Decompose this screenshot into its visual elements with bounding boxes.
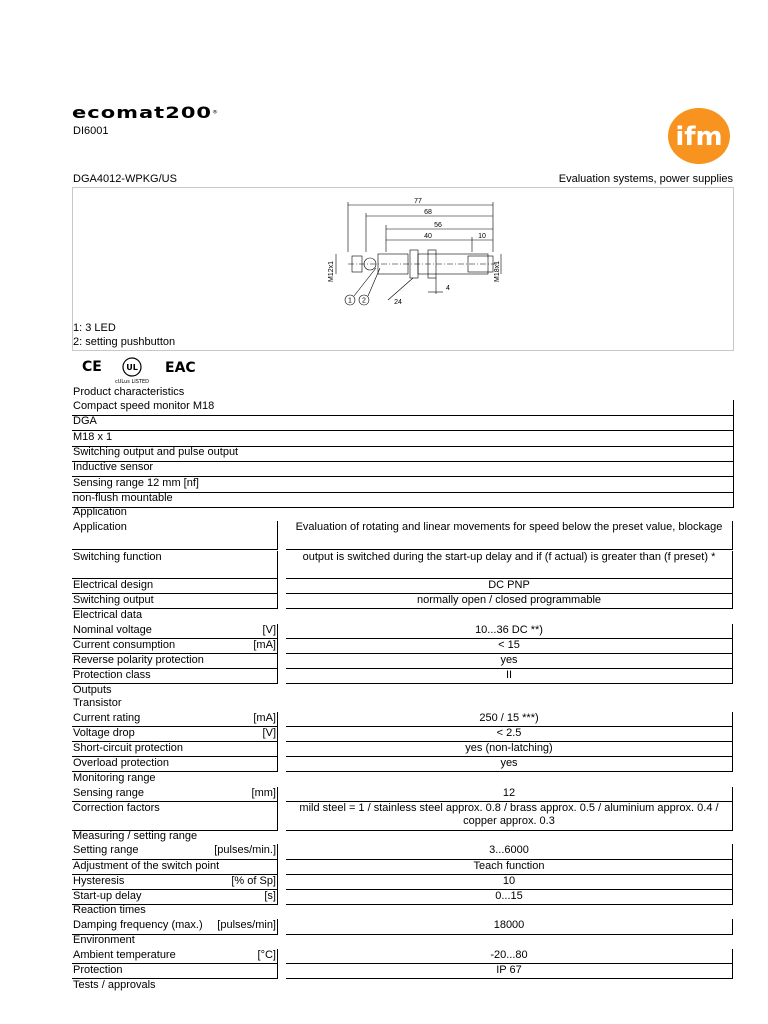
dimension-drawing — [318, 192, 506, 314]
characteristic-text: DGA — [73, 415, 97, 428]
spec-unit: [mA] — [253, 639, 276, 651]
legend-item-led: 1: 3 LED — [73, 322, 116, 334]
label-cell-border — [72, 844, 278, 860]
spec-row-application — [72, 521, 734, 550]
spec-label: Current consumption — [73, 639, 176, 651]
section-electrical: Electrical data — [73, 609, 143, 621]
characteristic-item — [72, 446, 734, 462]
characteristic-item — [72, 461, 734, 477]
spec-label: Sensing range — [73, 787, 144, 799]
callout-2: 2 — [362, 297, 366, 305]
spec-value: < 15 — [498, 639, 520, 651]
label-cell-border — [72, 919, 278, 935]
spec-value: 0...15 — [495, 890, 523, 902]
callout-1: 1 — [348, 297, 352, 305]
value-cell-border — [286, 844, 733, 860]
product-category: Evaluation systems, power supplies — [558, 173, 733, 185]
characteristic-text: Sensing range 12 mm [nf] — [73, 476, 199, 489]
value-cell-border — [286, 949, 733, 964]
spec-label: Start-up delay — [73, 890, 142, 902]
spec-unit: [pulses/min] — [217, 919, 276, 931]
thread-m18: M18x1 — [494, 260, 501, 282]
label-cell-border — [72, 579, 278, 594]
spec-row-sensing-range — [72, 787, 734, 802]
eac-mark: EAC — [165, 360, 196, 376]
characteristic-text: Compact speed monitor M18 — [73, 400, 215, 412]
spec-label: Reverse polarity protection — [73, 654, 204, 666]
section-reaction: Reaction times — [73, 904, 146, 916]
model-code: DI6001 — [73, 125, 109, 137]
ifm-logo-text: ifm — [675, 122, 723, 152]
thread-m12: M12x1 — [328, 260, 335, 282]
spec-label: Voltage drop — [73, 727, 135, 739]
label-cell-border — [72, 949, 278, 964]
spec-unit: [V] — [262, 624, 276, 636]
value-cell-border — [286, 551, 733, 579]
spec-row-damping-frequency — [72, 919, 734, 935]
section-application: Application — [73, 506, 127, 518]
spec-label: Overload protection — [73, 757, 169, 769]
section-measuring: Measuring / setting range — [73, 830, 198, 842]
spec-row-electrical-design — [72, 579, 734, 594]
spec-row-reverse-polarity — [72, 654, 734, 669]
label-cell-border — [72, 669, 278, 684]
label-cell-border — [72, 757, 278, 772]
value-cell-border — [286, 624, 733, 639]
ifm-logo — [667, 107, 731, 165]
section-product-characteristics: Product characteristics — [73, 386, 185, 398]
spec-unit: [pulses/min.] — [214, 844, 276, 856]
spec-row-hysteresis — [72, 875, 734, 890]
spec-label: Adjustment of the switch point — [73, 860, 220, 872]
characteristic-text: M18 x 1 — [73, 430, 113, 443]
spec-unit: [% of Sp] — [231, 875, 276, 887]
value-cell-border — [286, 654, 733, 669]
value-cell-border — [286, 742, 733, 757]
spec-value: DC PNP — [488, 579, 530, 591]
label-cell-border — [72, 802, 278, 831]
spec-row-current-consumption — [72, 639, 734, 654]
label-cell-border — [72, 890, 278, 905]
spec-value: 3...6000 — [489, 844, 529, 856]
value-cell-border — [286, 579, 733, 594]
label-cell-border — [72, 875, 278, 890]
spec-row-overload — [72, 757, 734, 772]
spec-label: Application — [73, 521, 127, 533]
characteristic-item — [72, 492, 734, 508]
value-cell-border — [286, 860, 733, 875]
spec-value: 18000 — [493, 919, 525, 931]
legend-item-pushbutton: 2: setting pushbutton — [73, 336, 176, 348]
dim-24: 24 — [394, 299, 402, 306]
spec-label: Short-circuit protection — [73, 742, 184, 754]
spec-label: Setting range — [73, 844, 139, 856]
label-cell-border — [72, 594, 278, 609]
label-cell-border — [72, 964, 278, 979]
value-cell-border — [286, 802, 733, 831]
spec-row-setting-range — [72, 844, 734, 860]
spec-value: output is switched during the start-up delay and if (f actual) is greater than (f preset) * — [302, 551, 716, 563]
value-cell-border — [286, 669, 733, 684]
spec-unit: [mm] — [251, 787, 276, 799]
characteristic-text: Switching output and pulse output — [73, 445, 239, 458]
spec-value: yes — [500, 654, 518, 666]
section-transistor: Transistor — [73, 697, 122, 709]
spec-value: 12 — [502, 787, 516, 799]
spec-row-short-circuit — [72, 742, 734, 757]
spec-row-switch-point — [72, 860, 734, 875]
spec-value: IP 67 — [496, 964, 522, 976]
label-cell-border — [72, 712, 278, 727]
spec-label: Damping frequency (max.) — [73, 919, 203, 931]
value-cell-border — [286, 757, 733, 772]
spec-row-nominal-voltage — [72, 624, 734, 639]
spec-value: -20...80 — [490, 949, 528, 961]
value-cell-border — [286, 727, 733, 742]
spec-label: Nominal voltage — [73, 624, 152, 636]
spec-label: Switching output — [73, 594, 154, 606]
value-cell-border — [286, 787, 733, 802]
spec-row-startup-delay — [72, 890, 734, 905]
spec-row-switching-output — [72, 594, 734, 609]
section-environment: Environment — [73, 934, 135, 946]
spec-value: mild steel = 1 / stainless steel approx. 0.8 / brass approx. 0.5 / aluminium approx. 0.4 / copper approx. 0.3 — [299, 802, 719, 827]
spec-row-switching-function — [72, 551, 734, 579]
cul-listed-text: cULus LISTED — [115, 379, 149, 385]
spec-value: yes — [500, 757, 518, 769]
dim-56: 56 — [434, 222, 442, 229]
dim-77: 77 — [414, 198, 422, 205]
label-cell-border — [72, 727, 278, 742]
spec-label: Electrical design — [73, 579, 154, 591]
value-cell-border — [286, 521, 733, 550]
svg-text:UL: UL — [126, 363, 138, 372]
spec-row-protection-class — [72, 669, 734, 684]
dim-40: 40 — [424, 233, 432, 240]
characteristic-item — [72, 431, 734, 447]
characteristic-item — [72, 400, 734, 416]
certification-marks — [82, 355, 196, 385]
ce-mark: CE — [82, 359, 102, 375]
spec-value: yes (non-latching) — [465, 742, 553, 754]
spec-row-current-rating — [72, 712, 734, 727]
spec-label: Correction factors — [73, 802, 160, 814]
section-monitoring: Monitoring range — [73, 772, 156, 784]
value-cell-border — [286, 875, 733, 890]
value-cell-border — [286, 919, 733, 935]
spec-label: Current rating — [73, 712, 141, 724]
value-cell-border — [286, 712, 733, 727]
dim-68: 68 — [424, 209, 432, 216]
spec-unit: [V] — [262, 727, 276, 739]
section-outputs: Outputs — [73, 684, 112, 696]
spec-value: 10...36 DC **) — [475, 624, 543, 636]
characteristic-item — [72, 415, 734, 431]
label-cell-border — [72, 639, 278, 654]
spec-label: Switching function — [73, 551, 162, 563]
characteristic-item — [72, 477, 734, 493]
ecomat200-logo: ecomat200® — [72, 103, 220, 122]
label-cell-border — [72, 654, 278, 669]
dim-10: 10 — [478, 233, 486, 240]
section-tests: Tests / approvals — [73, 979, 156, 991]
spec-label: Protection — [73, 964, 123, 976]
spec-label: Ambient temperature — [73, 949, 176, 961]
value-cell-border — [286, 964, 733, 979]
spec-value: Teach function — [473, 860, 545, 872]
label-cell-border — [72, 521, 278, 550]
spec-label: Hysteresis — [73, 875, 125, 887]
spec-row-correction-factors — [72, 802, 734, 831]
characteristic-text: Inductive sensor — [73, 461, 154, 474]
spec-label: Protection class — [73, 669, 151, 681]
spec-value: normally open / closed programmable — [416, 594, 602, 606]
spec-unit: [°C] — [257, 949, 276, 961]
spec-value: 250 / 15 ***) — [479, 712, 539, 724]
value-cell-border — [286, 890, 733, 905]
spec-value: 10 — [502, 875, 516, 887]
spec-unit: [s] — [264, 890, 276, 902]
spec-row-protection — [72, 964, 734, 979]
article-number: DGA4012-WPKG/US — [73, 173, 177, 185]
label-cell-border — [72, 551, 278, 579]
spec-unit: [mA] — [253, 712, 276, 724]
characteristic-text: non-flush mountable — [73, 491, 173, 504]
label-cell-border — [72, 860, 278, 875]
label-cell-border — [72, 742, 278, 757]
spec-value: < 2.5 — [496, 727, 522, 739]
value-cell-border — [286, 594, 733, 609]
spec-row-ambient-temperature — [72, 949, 734, 964]
spec-row-voltage-drop — [72, 727, 734, 742]
value-cell-border — [286, 639, 733, 654]
dim-4: 4 — [446, 285, 450, 292]
spec-value: II — [505, 669, 513, 681]
label-cell-border — [72, 787, 278, 802]
spec-value: Evaluation of rotating and linear movements for speed below the preset value, blockage — [295, 521, 723, 533]
label-cell-border — [72, 624, 278, 639]
